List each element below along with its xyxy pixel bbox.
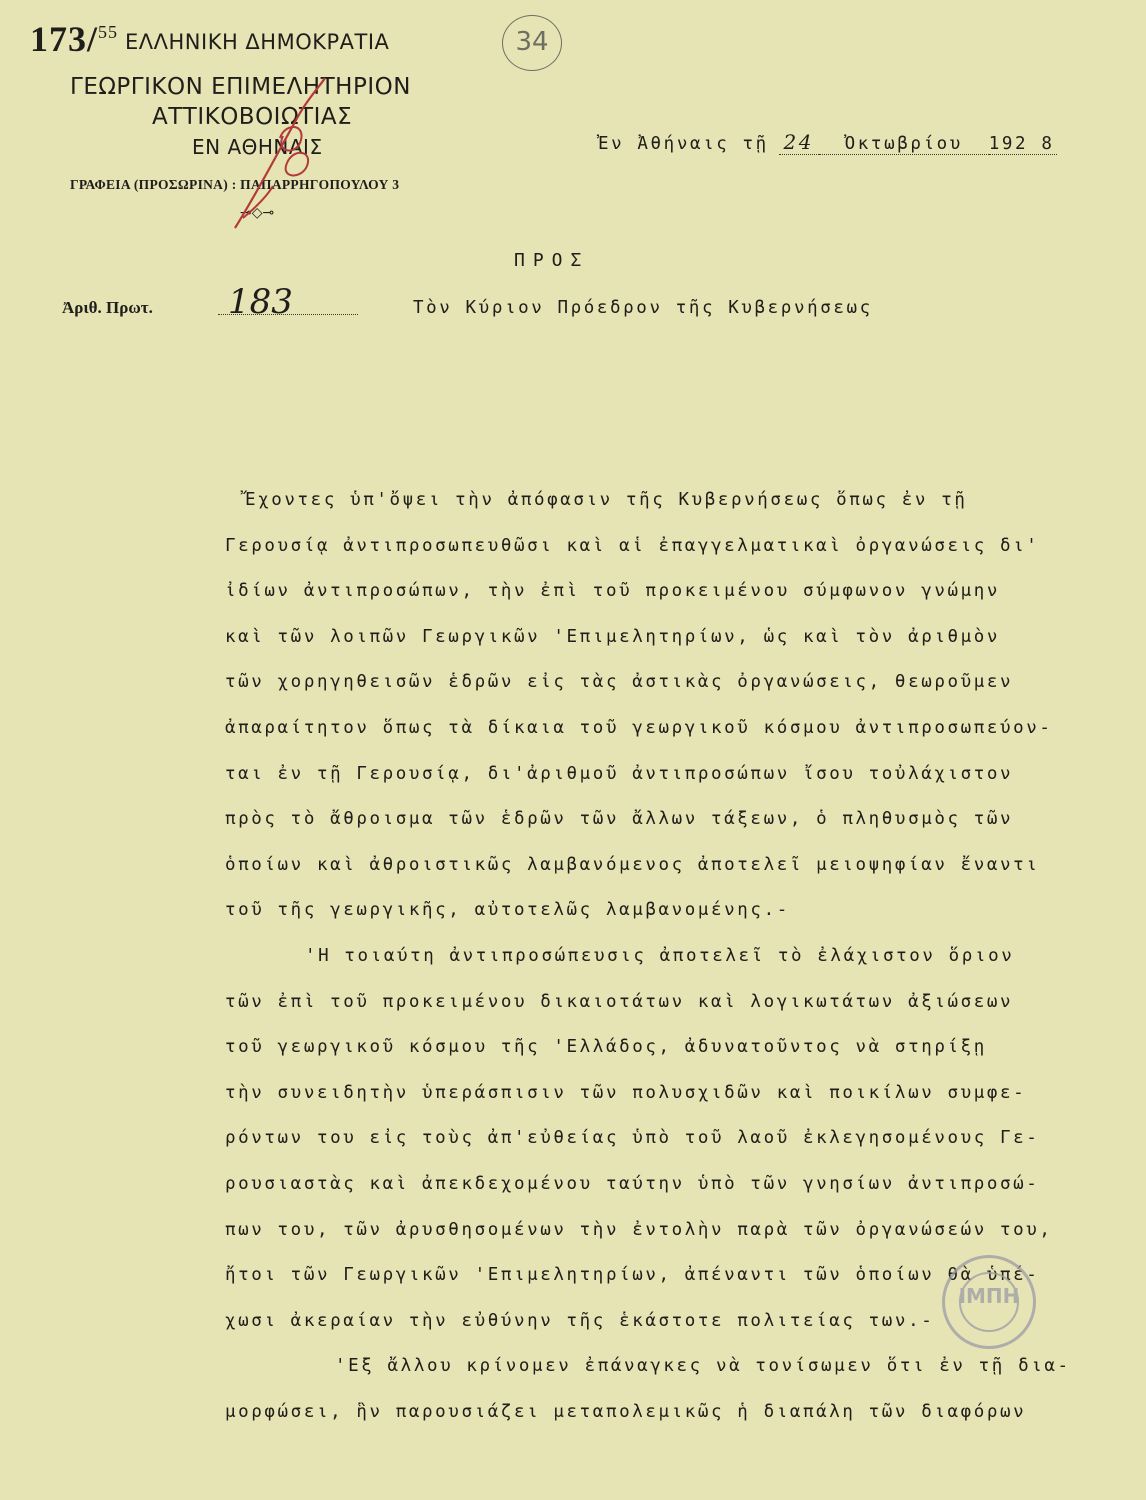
letterhead-city: ΕΝ ΑΘΗΝΑΙΣ [192, 135, 323, 159]
date-day: 24 [783, 130, 815, 154]
body-line: τοῦ γεωργικοῦ κόσμου τῆς 'Ελλάδος, ἀδυνατοῦντος νὰ στηρίξῃ [225, 1037, 987, 1058]
date-year-digit: 8 [1041, 134, 1055, 154]
body-line: μορφώσει, ἣν παρουσιάζει μεταπολεμικῶς ἡ διαπάλη τῶν διαφόρων [225, 1401, 1027, 1422]
protocol-number: 183 [228, 282, 293, 322]
body-line: ἀπαραίτητον ὅπως τὰ δίκαια τοῦ γεωργικοῦ κόσμου ἀντιπροσωπεύον- [225, 717, 1053, 738]
body-line: τῶν ἐπὶ τοῦ προκειμένου δικαιοτάτων καὶ λογικωτάτων ἀξιώσεων [225, 991, 1014, 1012]
body-line: ρουσιαστὰς καὶ ἀπεκδεχομένου ταύτην ὑπὸ τῶν γνησίων ἀντιπροσώ- [225, 1173, 1040, 1194]
body-line: τὴν συνειδητὴν ὑπεράσπισιν τῶν πολυσχιδῶν καὶ ποικίλων συμφε- [225, 1082, 1027, 1103]
archive-stamp-mark: 34 [502, 15, 562, 71]
archive-subnumber: 55 [98, 22, 119, 42]
letterhead-organization: ΓΕΩΡΓΙΚΟΝ ΕΠΙΜΕΛΗΤΗΡΙΟΝ [70, 74, 411, 100]
body-line: πρὸς τὸ ἄθροισμα τῶν ἑδρῶν τῶν ἄλλων τάξεων, ὁ πληθυσμὸς τῶν [225, 809, 1014, 830]
letterhead-region: ΑΤΤΙΚΟΒΟΙΩΤΙΑΣ [152, 104, 353, 130]
protocol-number-field [218, 282, 358, 322]
archive-seal [942, 1255, 1036, 1349]
body-line: πων του, τῶν ἀρυσθησομένων τὴν ἐντολὴν παρὰ τῶν ὀργανώσεών του, [225, 1219, 1053, 1240]
protocol-label: Ἀριθ. Πρωτ. [62, 298, 153, 317]
body-line: 'Η τοιαύτη ἀντιπροσώπευσις ἀποτελεῖ τὸ ἐλάχιστον ὅριον [305, 945, 1015, 966]
body-line: Ἔχοντες ὑπ'ὄψει τὴν ἀπόφασιν τῆς Κυβερνήσεως ὅπως ἐν τῇ [245, 490, 968, 510]
archive-seal-letters: ΙΜΠΗ [958, 1284, 1020, 1308]
letterhead-ornament: ⊸◇⊸ [240, 205, 275, 221]
date-line [598, 130, 1057, 155]
recipient-heading: ΠΡΟΣ [514, 250, 590, 271]
date-prefix: Ἐν Ἀθήναις τῇ [598, 134, 769, 154]
letterhead-country: ΕΛΛΗΝΙΚΗ ΔΗΜΟΚΡΑΤΙΑ [125, 30, 390, 54]
addressee: Τὸν Κύριον Πρόεδρον τῆς Κυβερνήσεως [413, 298, 873, 318]
red-ink-annotation [225, 68, 335, 238]
body-line: ρόντων του εἰς τοὺς ἀπ'εὐθείας ὑπὸ τοῦ λαοῦ ἐκλεγησομένους Γε- [225, 1128, 1040, 1149]
date-month: Ὀκτωβρίου [844, 134, 963, 154]
letterhead-offices: ΓΡΑΦΕΙΑ (ΠΡΟΣΩΡΙΝΑ) : ΠΑΠΑΡΡΗΓΟΠΟΥΛΟΥ 3 [70, 177, 400, 192]
body-line: χωσι ἀκεραίαν τὴν εὐθύνην τῆς ἑκάστοτε πολιτείας των.- [225, 1310, 935, 1331]
body-line: καὶ τῶν λοιπῶν Γεωργικῶν 'Επιμελητηρίων, ὡς καὶ τὸν ἀριθμὸν [225, 626, 1001, 647]
body-line: Γερουσίᾳ ἀντιπροσωπευθῶσι καὶ αἱ ἐπαγγελματικαὶ ὀργανώσεις δι' [225, 535, 1040, 556]
body-line: ται ἐν τῇ Γερουσίᾳ, δι'ἀριθμοῦ ἀντιπροσώπων ἴσου τοὐλάχιστον [225, 763, 1014, 784]
archive-number: 173/$^{55}$ [30, 19, 119, 59]
body-line: ἰδίων ἀντιπροσώπων, τὴν ἐπὶ τοῦ προκειμένου σύμφωνον γνώμην [225, 581, 1001, 602]
body-line: τοῦ τῆς γεωργικῆς, αὐτοτελῶς λαμβανομένης.- [225, 900, 790, 921]
body-line: τῶν χορηγηθεισῶν ἑδρῶν εἰς τὰς ἀστικὰς ὀργανώσεις, θεωροῦμεν [225, 672, 1014, 693]
date-year-prefix: 192 [988, 134, 1029, 154]
body-line: ἤτοι τῶν Γεωργικῶν 'Επιμελητηρίων, ἀπέναντι τῶν ὁποίων θὰ ὑπέ- [225, 1265, 1040, 1286]
body-line: 'Εξ ἄλλου κρίνομεν ἐπάναγκες νὰ τονίσωμεν ὅτι ἐν τῇ δια- [335, 1356, 1071, 1377]
body-line: ὁποίων καὶ ἀθροιστικῶς λαμβανόμενος ἀποτελεῖ μειοψηφίαν ἔναντι [225, 854, 1040, 875]
